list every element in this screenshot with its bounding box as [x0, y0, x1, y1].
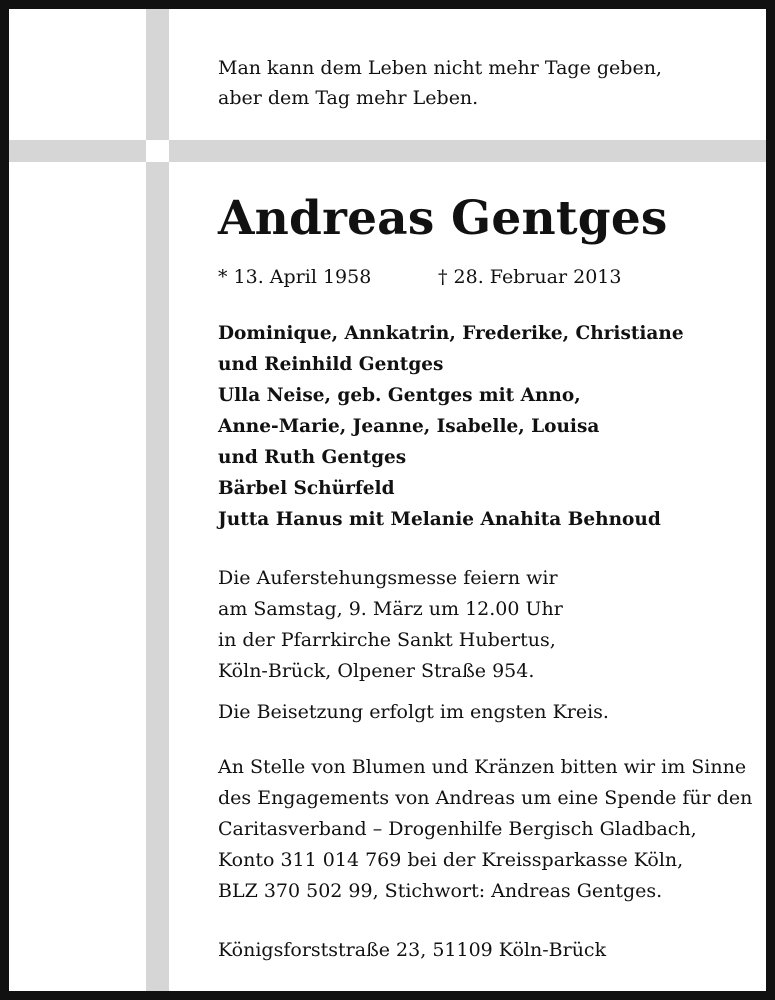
mass-announcement	[218, 563, 563, 687]
motto-quote	[218, 53, 662, 113]
donation-line: Konto 311 014 769 bei der Kreissparkasse Köln,	[218, 849, 684, 871]
donation-line: Caritasverband – Drogenhilfe Bergisch Gladbach,	[218, 818, 697, 840]
mourners-list	[218, 318, 684, 535]
address-line: Königsforststraße 23, 51109 Köln-Brück	[218, 939, 607, 961]
cross-horizontal-bar	[9, 140, 775, 162]
mass-line: Köln-Brück, Olpener Straße 954.	[218, 660, 535, 682]
burial-note	[218, 697, 609, 728]
motto-line: aber dem Tag mehr Leben.	[218, 87, 479, 109]
mass-line: in der Pfarrkirche Sankt Hubertus,	[218, 629, 556, 651]
mourner-line: Dominique, Annkatrin, Frederike, Christiane	[218, 323, 684, 344]
motto-line: Man kann dem Leben nicht mehr Tage geben,	[218, 57, 662, 79]
donation-line: An Stelle von Blumen und Kränzen bitten wir im Sinne	[218, 756, 747, 778]
donation-line: BLZ 370 502 99, Stichwort: Andreas Gentges.	[218, 880, 663, 902]
mourner-line: Jutta Hanus mit Melanie Anahita Behnoud	[218, 509, 661, 530]
cross-intersection	[146, 140, 169, 162]
birth-date: * 13. April 1958	[218, 266, 372, 288]
family-address	[218, 935, 606, 966]
death-date: † 28. Februar 2013	[438, 266, 622, 288]
mourner-line: Anne-Marie, Jeanne, Isabelle, Louisa	[218, 416, 600, 437]
mourner-line: Ulla Neise, geb. Gentges mit Anno,	[218, 385, 581, 406]
mourner-line: Bärbel Schürfeld	[218, 478, 395, 499]
mourner-line: und Ruth Gentges	[218, 447, 407, 468]
mass-line: Die Auferstehungsmesse feiern wir	[218, 567, 558, 589]
mourner-line: und Reinhild Gentges	[218, 354, 444, 375]
burial-line: Die Beisetzung erfolgt im engsten Kreis.	[218, 701, 609, 723]
deceased-name: Andreas Gentges	[218, 191, 668, 246]
donation-line: des Engagements von Andreas um eine Spende für den	[218, 787, 753, 809]
donation-request	[218, 752, 752, 907]
mass-line: am Samstag, 9. März um 12.00 Uhr	[218, 598, 563, 620]
